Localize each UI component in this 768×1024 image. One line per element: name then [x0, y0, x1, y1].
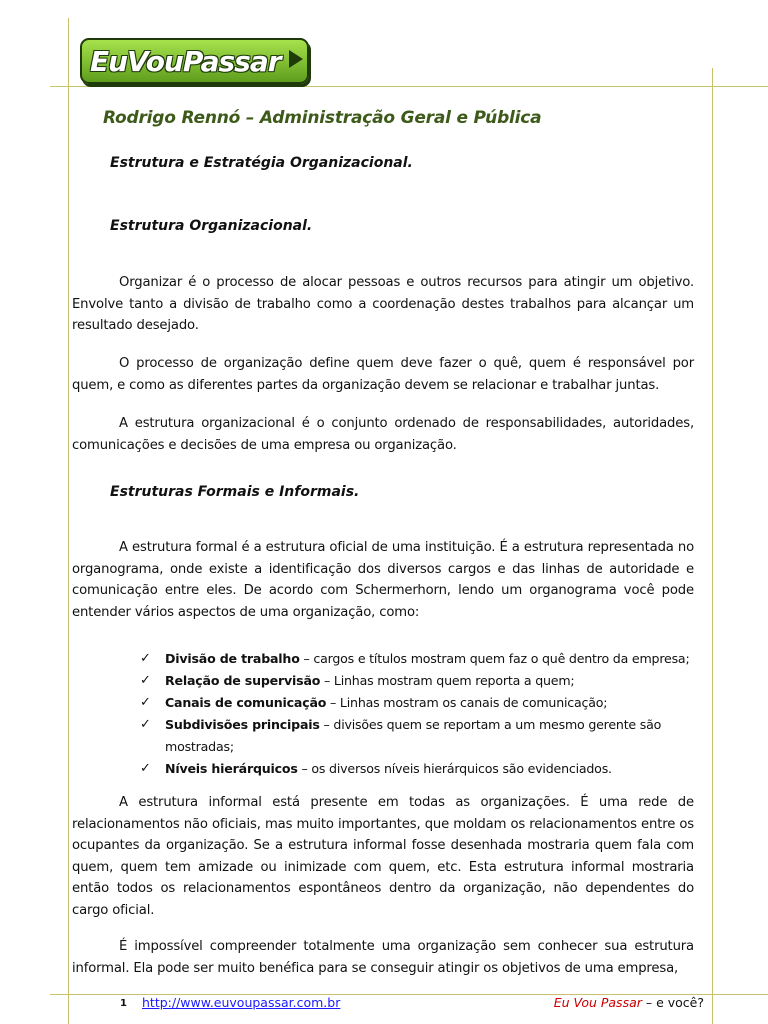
page-number: 1 [120, 998, 127, 1009]
organogram-aspects-list [140, 648, 700, 780]
page-footer [68, 994, 712, 1018]
list-item-desc: – Linhas mostram quem reporta a quem; [320, 673, 575, 688]
section-heading-estruturas-formais: Estruturas Formais e Informais. [110, 484, 360, 500]
paragraph-impossivel-compreender: É impossível compreender totalmente uma organização sem conhecer sua estrutura informal. Ela pode ser muito benéfica para se conseguir atingir os objetivos de uma empresa, [72, 939, 694, 976]
paragraph-organizar: Organizar é o processo de alocar pessoas e outros recursos para atingir um objetivo. Envolve tanto a divisão de trabalho como a coordenação destes trabalhos para alcançar um resultado desejado. [72, 275, 694, 333]
footer-tagline [554, 995, 704, 1010]
list-item-term: Níveis hierárquicos [165, 761, 298, 776]
paragraph-estrutura-organizacional: A estrutura organizacional é o conjunto ordenado de responsabilidades, autoridades, comunicações e decisões de uma empresa ou organização. [72, 416, 694, 453]
list-item-desc: – cargos e títulos mostram quem faz o quê dentro da empresa; [299, 651, 690, 666]
list-item [140, 670, 700, 692]
logo-arrow-icon [289, 50, 303, 68]
footer-suffix: – e você? [641, 995, 704, 1010]
list-item-desc: – Linhas mostram os canais de comunicação; [326, 695, 608, 710]
paragraph-estrutura-informal: A estrutura informal está presente em todas as organizações. É uma rede de relacionamentos não oficiais, mas muito importantes, que moldam os relacionamentos entre os ocupantes da organização. Se a estrutura informal fosse desenhada mostraria quem fala com quem, quem tem amizade ou inimizade com quem, etc. Esta estrutura informal mostraria então todos os relacionamentos espontâneos dentro da organização, não dependentes do cargo oficial. [72, 795, 694, 918]
list-item [140, 714, 700, 758]
right-margin-line [712, 68, 713, 1024]
list-item [140, 692, 700, 714]
list-item [140, 758, 700, 780]
paragraph-estrutura-formal: A estrutura formal é a estrutura oficial de uma instituição. É a estrutura representada no organograma, onde existe a identificação dos diversos cargos e das linhas de autoridade e comunicação entre eles. De acordo com Schermerhorn, lendo um organograma você pode entender vários aspectos de uma organização, como: [72, 540, 694, 620]
check-icon: ✓ [140, 695, 151, 710]
section-heading-estrutura-organizacional: Estrutura Organizacional. [110, 218, 313, 234]
logo-text: EuVouPassar [90, 44, 281, 78]
list-item [140, 648, 700, 670]
list-item-desc: – os diversos níveis hierárquicos são evidenciados. [297, 761, 612, 776]
list-item-term: Relação de supervisão [165, 673, 321, 688]
list-item-term: Subdivisões principais [165, 717, 320, 732]
website-link[interactable]: http://www.euvoupassar.com.br [142, 995, 341, 1010]
list-item-term: Canais de comunicação [165, 695, 327, 710]
footer-brand: Eu Vou Passar [553, 995, 642, 1010]
list-item-term: Divisão de trabalho [165, 651, 300, 666]
section-heading-estrutura-estrategia: Estrutura e Estratégia Organizacional. [110, 155, 413, 171]
left-margin-line [68, 18, 69, 1024]
check-icon: ✓ [140, 717, 151, 732]
eu-vou-passar-logo [80, 38, 309, 84]
list-item-desc: – divisões quem se reportam a um mesmo gerente são mostradas; [165, 717, 662, 754]
paragraph-processo-organizacao: O processo de organização define quem deve fazer o quê, quem é responsável por quem, e como as diferentes partes da organização devem se relacionar e trabalhar juntas. [72, 356, 694, 393]
check-icon: ✓ [140, 761, 151, 776]
check-icon: ✓ [140, 673, 151, 688]
page-header-title: Rodrigo Rennó – Administração Geral e Pública [103, 108, 542, 128]
check-icon: ✓ [140, 651, 151, 666]
top-margin-line [50, 86, 768, 87]
